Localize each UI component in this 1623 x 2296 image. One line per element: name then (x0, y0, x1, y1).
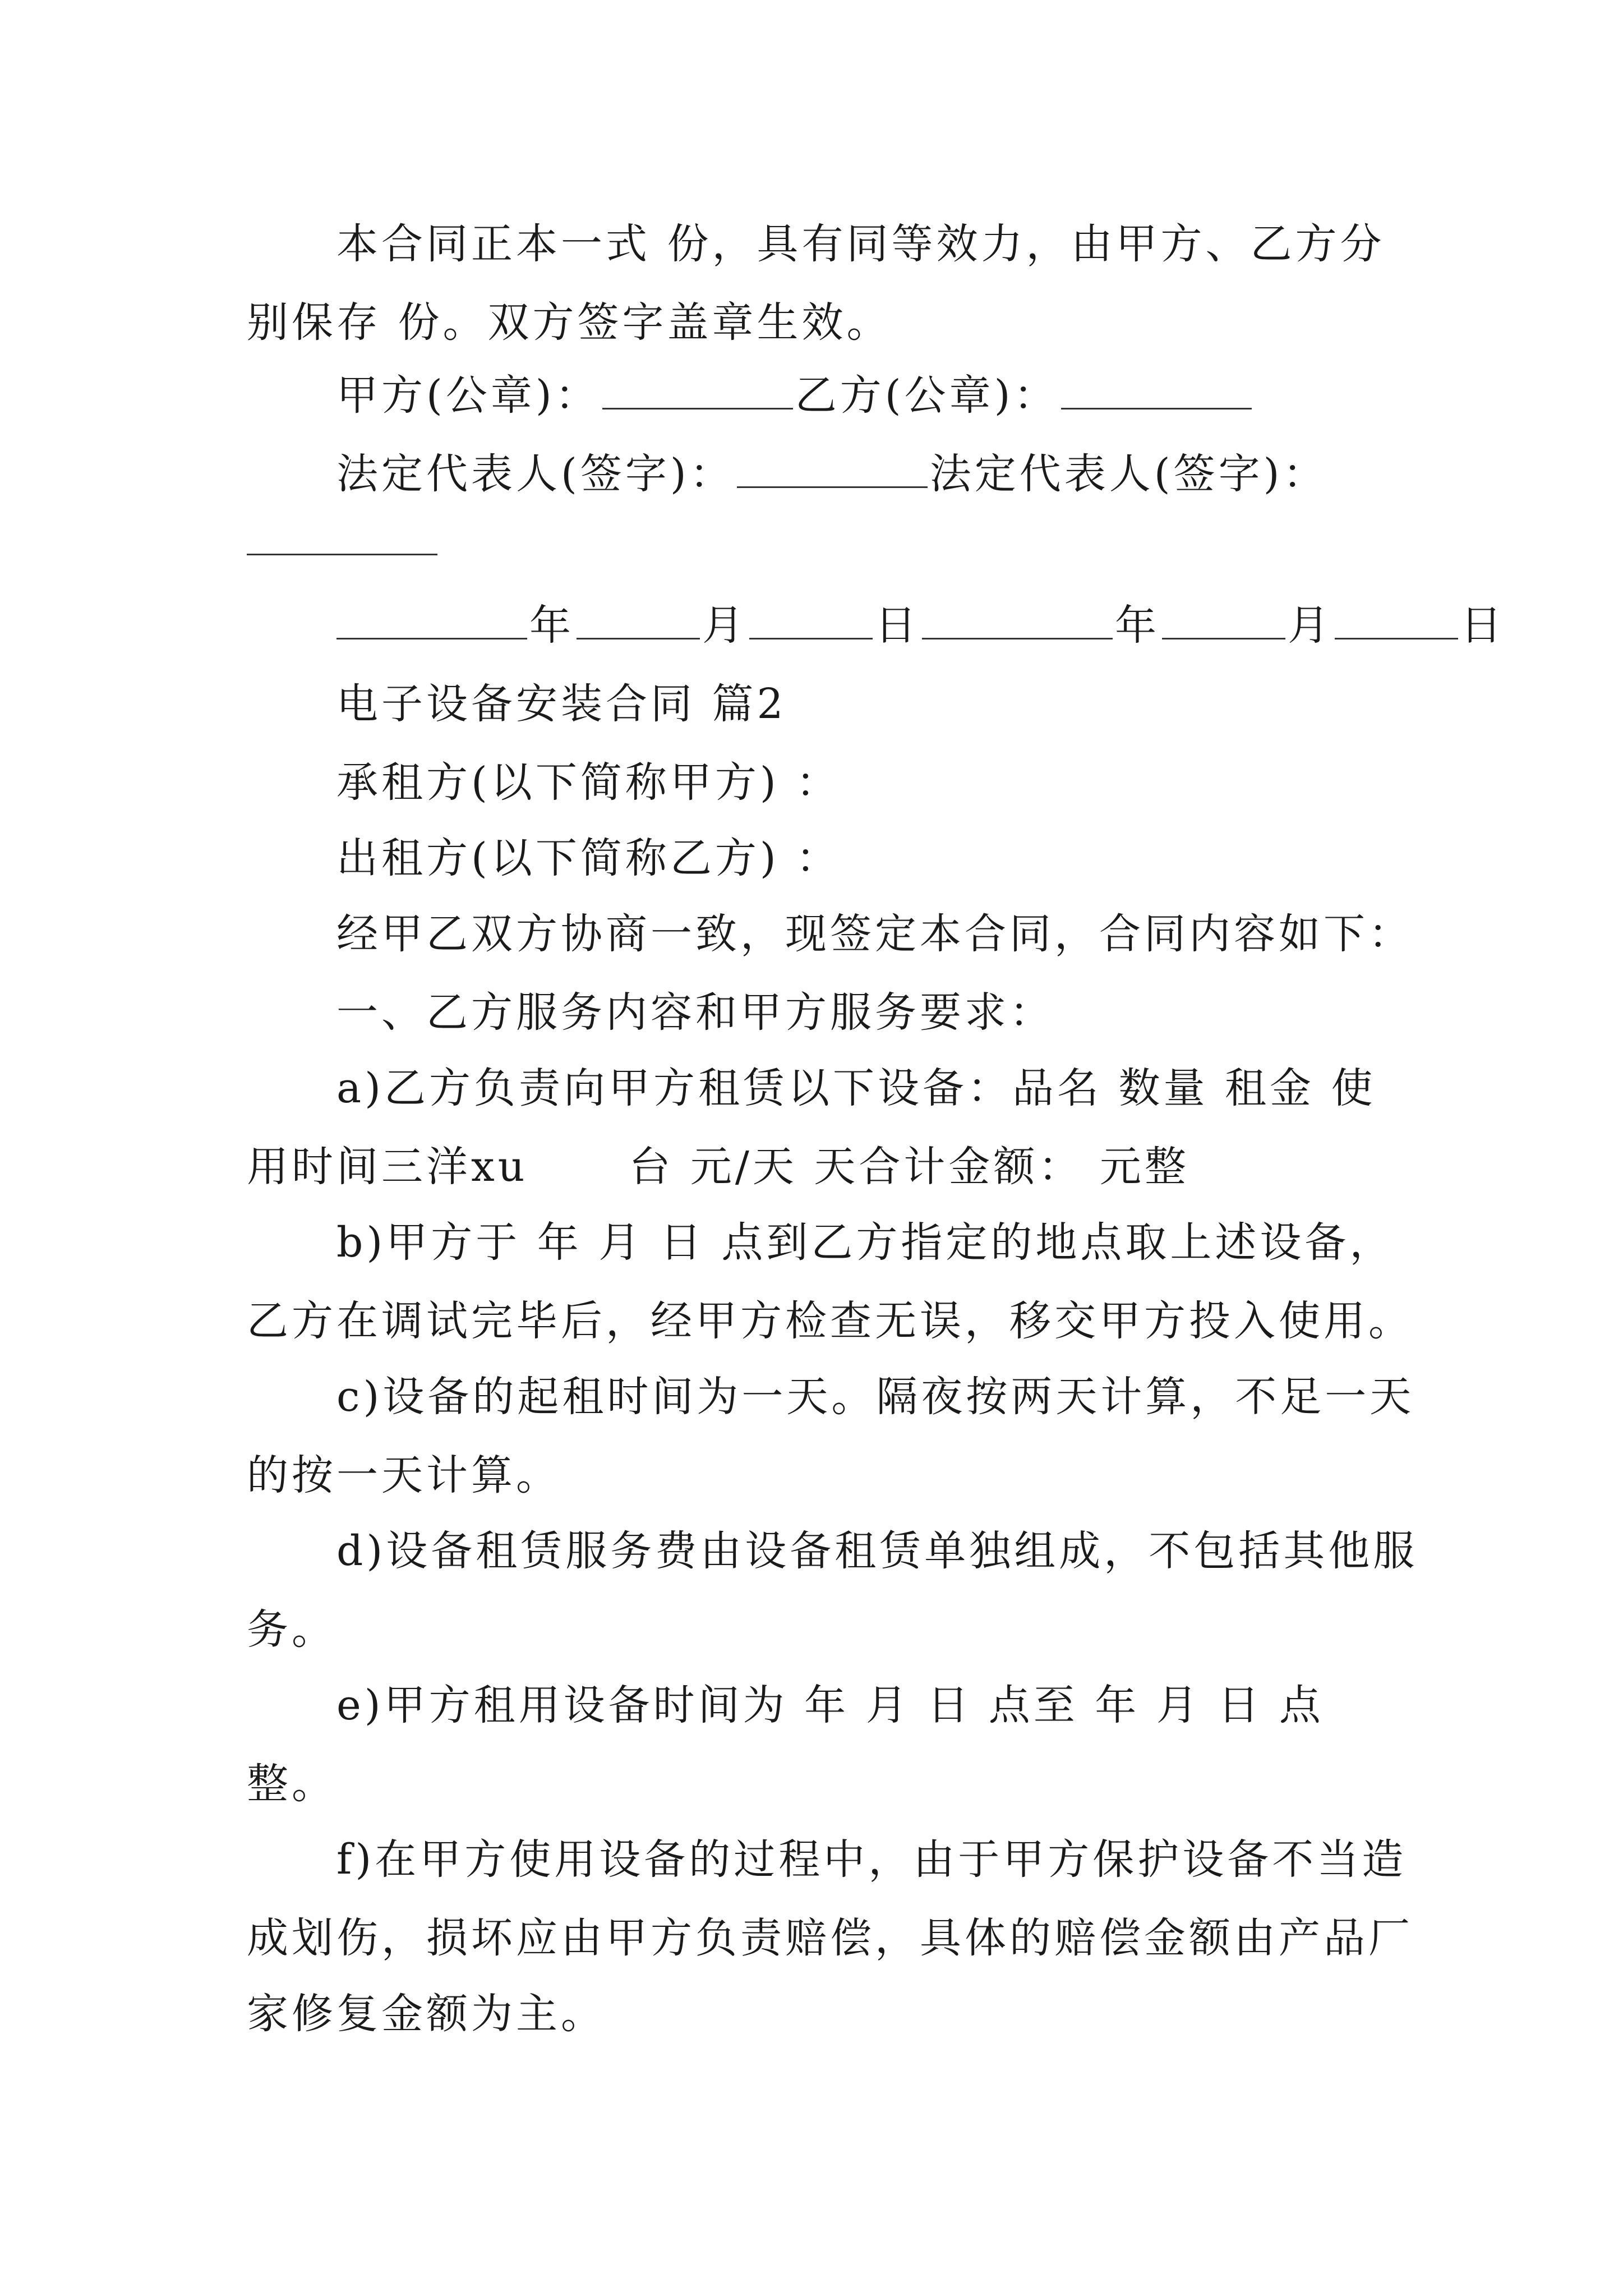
lessor-line: 出租方(以下简称乙方) ： (336, 834, 841, 882)
date-b-month-blank (1162, 604, 1285, 639)
clause-d-line-1: d)设备租赁服务费由设备租赁单独组成，不包括其他服 (336, 1527, 1418, 1575)
rep-b-blank (247, 520, 437, 555)
date-line (336, 597, 1505, 654)
clause-f-line-2: 成划伤，损坏应由甲方负责赔偿，具体的赔偿金额由产品厂 (247, 1914, 1413, 1962)
lessee-line: 承租方(以下简称甲方) ： (336, 758, 841, 807)
seal-line (336, 367, 1254, 424)
clause-b-line-2: 乙方在调试完毕后，经甲方检查无误，移交甲方投入使用。 (247, 1297, 1413, 1345)
date-b-year-blank (922, 604, 1113, 639)
rep-a-blank (737, 453, 928, 488)
clause-f-line-3: 家修复金额为主。 (247, 1990, 606, 2038)
date-a-year-blank (336, 604, 527, 639)
clause-a-line-2 (247, 1139, 1189, 1195)
clause-a-line-2-part-2: 台 元/天 天合计金额： 元整 (629, 1143, 1189, 1191)
clause-title: 一、乙方服务内容和甲方服务要求： (336, 988, 1054, 1037)
date-a-day-blank (749, 604, 873, 639)
rep-b-signature-line (247, 513, 440, 569)
party-a-seal-blank (602, 374, 793, 409)
date-a-month-blank (577, 604, 700, 639)
date-a-month-label: 月 (702, 601, 747, 650)
rep-b-label: 法定代表人(签字)： (929, 450, 1328, 498)
closing-paragraph-line-1: 本合同正本一式 份，具有同等效力，由甲方、乙方分 (336, 220, 1385, 268)
section-heading: 电子设备安装合同 篇2 (336, 680, 787, 728)
representative-line (336, 446, 1328, 502)
clause-f-line-1: f)在甲方使用设备的过程中，由于甲方保护设备不当造 (336, 1835, 1407, 1884)
date-b-day-blank (1335, 604, 1458, 639)
clause-c-line-2: 的按一天计算。 (247, 1451, 561, 1499)
rep-a-label: 法定代表人(签字)： (336, 450, 735, 498)
date-a-year-label: 年 (529, 601, 574, 650)
clause-d-line-2: 务。 (247, 1605, 336, 1654)
clause-e-line-1: e)甲方租用设备时间为 年 月 日 点至 年 月 日 点 (336, 1681, 1324, 1729)
party-a-seal-label: 甲方(公章)： (336, 371, 600, 420)
party-b-seal-blank (1061, 374, 1252, 409)
intro-line: 经甲乙双方协商一致，现签定本合同，合同内容如下： (336, 910, 1413, 958)
date-b-month-label: 月 (1288, 601, 1332, 650)
clause-e-line-2: 整。 (247, 1760, 336, 1808)
date-b-year-label: 年 (1115, 601, 1160, 650)
party-b-seal-label: 乙方(公章)： (795, 371, 1059, 420)
date-a-day-label: 日 (875, 601, 920, 650)
closing-paragraph-line-2: 别保存 份。双方签字盖章生效。 (247, 298, 892, 347)
date-b-day-label: 日 (1460, 601, 1505, 650)
clause-b-line-1: b)甲方于 年 月 日 点到乙方指定的地点取上述设备， (336, 1218, 1395, 1267)
clause-a-line-2-part-1: 用时间三洋xu (247, 1143, 528, 1191)
clause-a-line-1: a)乙方负责向甲方租赁以下设备：品名 数量 租金 使 (336, 1064, 1376, 1112)
clause-c-line-1: c)设备的起租时间为一天。隔夜按两天计算，不足一天 (336, 1373, 1415, 1421)
